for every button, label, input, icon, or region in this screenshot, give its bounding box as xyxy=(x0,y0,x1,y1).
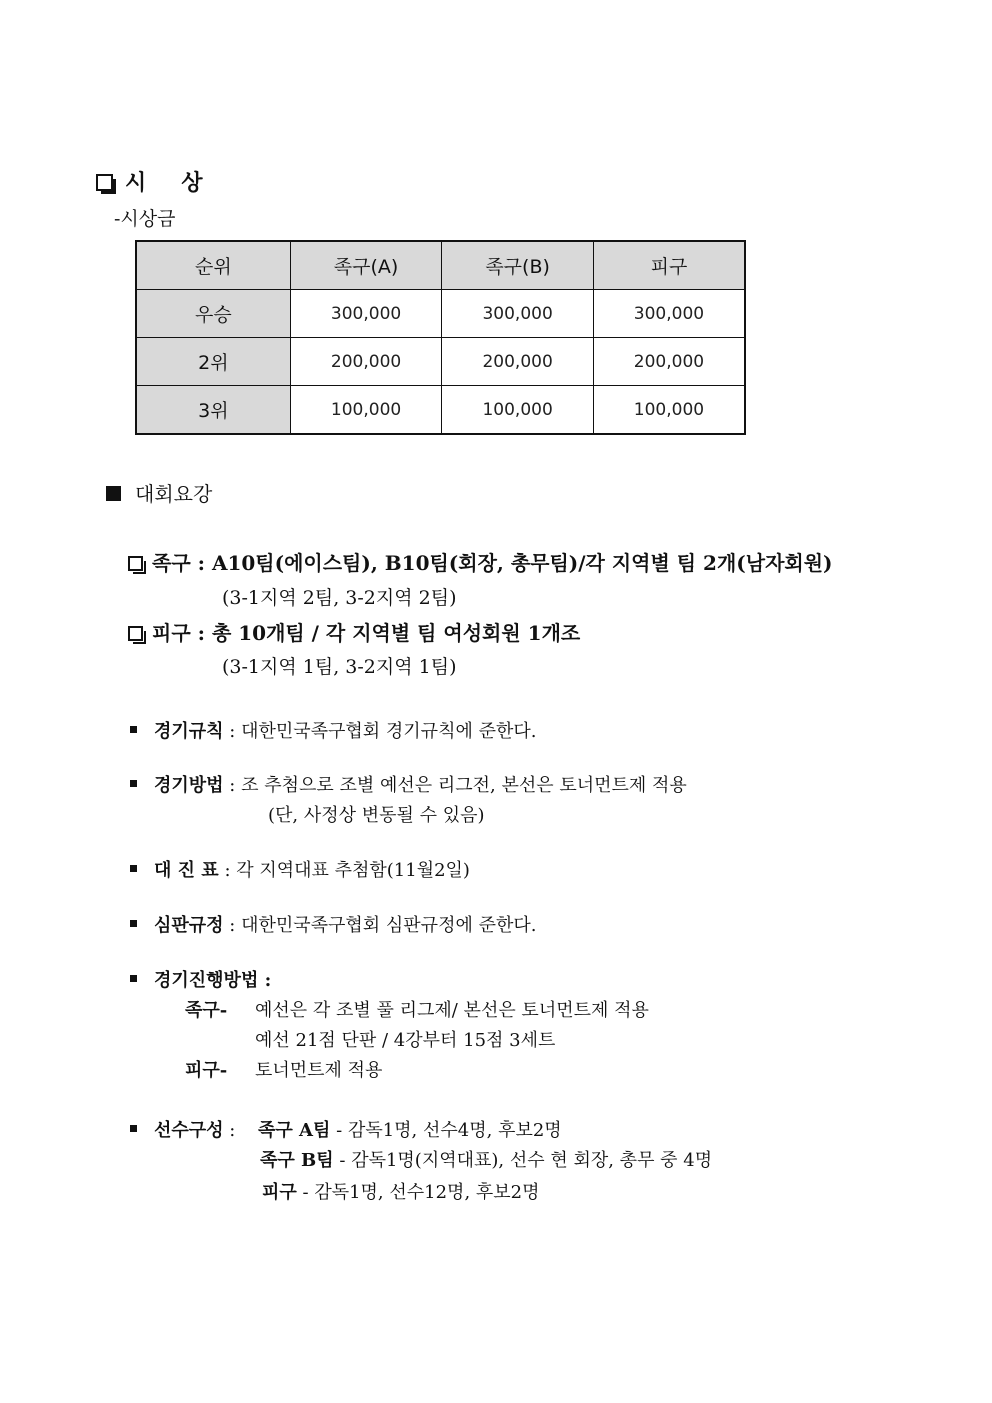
header-jokgu-b: 족구(B) xyxy=(442,241,594,290)
pigu-sub: (3-1지역 1팀, 3-2지역 1팀) xyxy=(222,656,457,678)
bullet-icon xyxy=(130,726,137,733)
guide-heading: 대회요강 xyxy=(106,478,212,507)
value-cell: 300,000 xyxy=(442,290,594,338)
rules-item: 경기규칙 : 대한민국족구협회 경기규칙에 준한다. xyxy=(130,717,536,743)
header-jokgu-a: 족구(A) xyxy=(290,241,442,290)
value-cell: 200,000 xyxy=(290,338,442,386)
progress-pigu-label: 피구- xyxy=(185,1060,228,1081)
bullet-icon xyxy=(130,920,137,927)
value-cell: 200,000 xyxy=(442,338,594,386)
table-row xyxy=(136,338,745,386)
bullet-icon xyxy=(130,780,137,787)
progress-jokgu-line-1: 예선은 각 조별 풀 리그제/ 본선은 토너먼트제 적용 xyxy=(255,1000,649,1021)
progress-pigu-line-1: 토너먼트제 적용 xyxy=(255,1060,383,1081)
table-row xyxy=(136,386,745,435)
value-cell: 200,000 xyxy=(593,338,745,386)
method-item: 경기방법 : 조 추첨으로 조별 예선은 리그전, 본선은 토너먼트제 적용 xyxy=(130,771,687,797)
table-header-row xyxy=(136,241,745,290)
progress-jokgu-line-2: 예선 21점 단판 / 4강부터 15점 3세트 xyxy=(255,1030,556,1051)
jokgu-sub: (3-1지역 2팀, 3-2지역 2팀) xyxy=(222,587,457,609)
header-pigu: 피구 xyxy=(593,241,745,290)
checkbox-bullet-icon xyxy=(128,626,143,641)
checkbox-bullet-icon xyxy=(128,556,143,571)
jokgu-line: 족구 : A10팀(에이스팀), B10팀(회장, 총무팀)/각 지역별 팀 2개(남자회원) xyxy=(128,547,833,576)
checkbox-bullet-icon xyxy=(96,174,113,191)
award-heading: 시 상 xyxy=(96,166,204,197)
bullet-icon xyxy=(130,865,137,872)
value-cell: 100,000 xyxy=(290,386,442,435)
bracket-item: 대 진 표 : 각 지역대표 추첨함(11월2일) xyxy=(130,856,470,882)
table-row xyxy=(136,290,745,338)
rank-cell: 3위 xyxy=(136,386,290,435)
header-rank: 순위 xyxy=(136,241,290,290)
roster-b: 족구 B팀 - 감독1명(지역대표), 선수 현 회장, 총무 중 4명 xyxy=(260,1150,713,1171)
value-cell: 100,000 xyxy=(593,386,745,435)
prize-table xyxy=(135,240,746,435)
roster-item: 선수구성 : xyxy=(130,1116,235,1142)
value-cell: 300,000 xyxy=(593,290,745,338)
progress-item: 경기진행방법 : xyxy=(130,966,271,992)
value-cell: 100,000 xyxy=(442,386,594,435)
rank-cell: 2위 xyxy=(136,338,290,386)
roster-a: 족구 A팀 - 감독1명, 선수4명, 후보2명 xyxy=(258,1120,562,1141)
rank-cell: 우승 xyxy=(136,290,290,338)
pigu-line: 피구 : 총 10개팀 / 각 지역별 팀 여성회원 1개조 xyxy=(128,617,580,646)
referee-item: 심판규정 : 대한민국족구협회 심판규정에 준한다. xyxy=(130,911,536,937)
square-bullet-icon xyxy=(106,486,121,501)
bullet-icon xyxy=(130,975,137,982)
roster-pigu: 피구 - 감독1명, 선수12명, 후보2명 xyxy=(262,1182,540,1203)
method-sub: (단, 사정상 변동될 수 있음) xyxy=(268,805,485,826)
progress-jokgu-label: 족구- xyxy=(185,1000,228,1021)
value-cell: 300,000 xyxy=(290,290,442,338)
prize-money-subtitle: -시상금 xyxy=(114,208,176,230)
bullet-icon xyxy=(130,1125,137,1132)
